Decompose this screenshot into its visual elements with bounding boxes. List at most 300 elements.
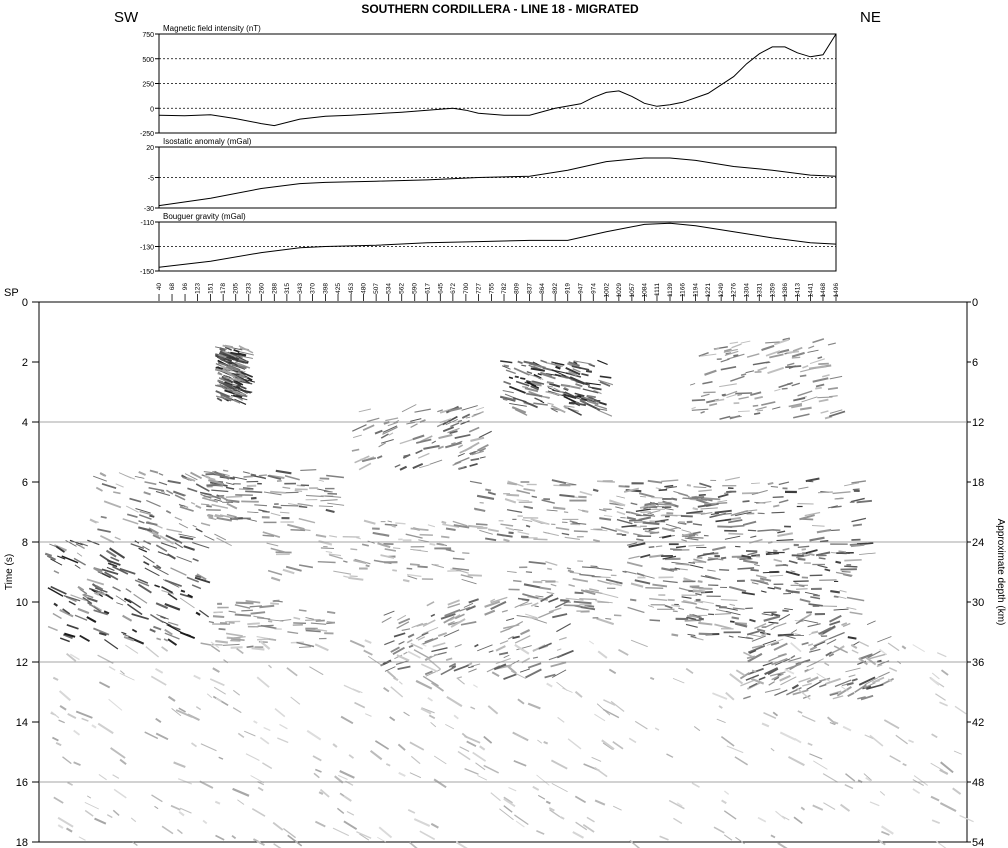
reflector-segment [285,476,300,480]
reflector-segment [552,480,566,483]
reflector-segment [576,384,583,386]
reflector-segment [213,668,220,672]
reflector-segment [591,529,608,530]
reflector-segment [157,638,161,639]
reflector-segment [450,423,459,427]
reflector-segment [629,738,636,742]
reflector-segment [485,611,495,615]
reflector-segment [402,629,410,631]
reflector-segment [570,572,581,573]
reflector-segment [149,488,164,491]
reflector-segment [591,566,598,567]
reflector-segment [626,512,630,513]
sp-tick-label: 1002 [603,283,611,298]
reflector-segment [636,539,643,540]
reflector-segment [365,714,371,717]
reflector-segment [844,560,861,561]
reflector-segment [526,572,532,573]
reflector-segment [80,546,85,549]
reflector-segment [645,588,663,589]
reflector-segment [550,810,560,817]
reflector-segment [341,717,353,724]
reflector-segment [397,615,406,620]
reflector-segment [666,524,681,528]
isostatic-tick-label: -5 [147,175,154,183]
reflector-segment [193,525,197,527]
reflector-segment [579,599,596,600]
reflector-segment [281,505,298,506]
reflector-segment [846,774,855,781]
reflector-segment [580,492,592,495]
reflector-segment [277,738,288,743]
reflector-segment [517,500,529,501]
reflector-segment [931,763,943,770]
reflector-segment [384,611,395,615]
reflector-segment [529,562,546,564]
reflector-segment [765,623,775,627]
sp-tick-label: 370 [309,283,317,294]
reflector-segment [593,490,598,491]
time-tick-label: 18 [15,837,28,848]
reflector-segment [782,388,788,389]
reflector-segment [187,488,197,491]
reflector-segment [180,537,194,540]
reflector-segment [819,558,826,559]
reflector-segment [813,639,829,646]
reflector-segment [720,417,731,420]
reflector-segment [181,591,185,592]
reflector-segment [630,513,641,516]
reflector-segment [173,492,185,496]
reflector-segment [226,496,243,497]
reflector-segment [504,382,511,385]
reflector-segment [196,529,203,532]
reflector-segment [127,514,137,517]
reflector-segment [509,377,513,378]
reflector-segment [665,606,673,609]
reflector-segment [692,400,705,401]
reflector-segment [754,413,760,414]
reflector-segment [613,742,623,749]
reflector-segment [774,623,787,628]
sp-tick-label: 809 [513,283,521,294]
reflector-segment [499,809,513,820]
reflector-segment [773,551,777,552]
reflector-segment [168,481,181,483]
reflector-segment [600,376,612,378]
reflector-segment [229,611,236,612]
reflector-segment [388,521,392,522]
reflector-segment [491,793,501,801]
reflector-segment [442,522,447,523]
reflector-segment [786,590,794,592]
reflector-segment [541,360,547,362]
reflector-segment [429,715,435,718]
reflector-segment [294,618,301,620]
reflector-segment [333,744,337,747]
reflector-segment [273,507,282,508]
sp-tick-label: 1359 [769,283,777,298]
reflector-segment [755,407,766,410]
reflector-segment [717,719,726,723]
reflector-segment [477,496,494,499]
reflector-segment [233,789,249,796]
reflector-segment [717,526,732,527]
reflector-segment [157,615,169,620]
reflector-segment [309,667,323,675]
reflector-segment [859,553,876,555]
reflector-segment [559,638,566,640]
reflector-segment [80,636,90,642]
reflector-segment [810,597,820,599]
reflector-segment [909,740,914,742]
reflector-segment [455,458,470,464]
reflector-segment [384,641,394,645]
reflector-segment [468,575,482,576]
reflector-segment [748,552,758,554]
reflector-segment [695,608,708,610]
reflector-segment [177,556,192,562]
reflector-segment [931,797,939,801]
reflector-segment [514,761,526,766]
reflector-segment [144,541,151,544]
reflector-segment [250,606,262,607]
reflector-segment [311,623,326,624]
reflector-segment [130,499,142,502]
reflector-segment [75,565,80,569]
reflector-segment [454,715,458,718]
reflector-segment [458,752,470,760]
reflector-segment [337,808,343,813]
reflector-segment [111,557,120,561]
reflector-segment [511,660,519,664]
reflector-segment [845,785,853,789]
reflector-segment [649,599,667,601]
reflector-segment [777,540,794,541]
reflector-segment [243,488,253,489]
reflector-segment [669,801,684,809]
sp-tick-label: 974 [590,283,598,294]
reflector-segment [299,506,308,507]
reflector-segment [85,811,93,817]
reflector-segment [751,483,760,484]
reflector-segment [648,481,662,483]
reflector-segment [144,492,151,494]
reflector-segment [201,523,210,525]
reflector-segment [576,692,583,697]
reflector-segment [809,604,823,606]
reflector-segment [631,584,643,587]
reflector-segment [656,488,661,489]
reflector-segment [829,411,845,416]
isostatic-tick-label: -30 [143,206,154,213]
reflector-segment [206,506,212,507]
reflector-segment [139,472,146,475]
reflector-segment [629,556,640,559]
reflector-segment [635,721,647,729]
reflector-segment [549,655,562,659]
reflector-segment [115,537,121,540]
reflector-segment [427,602,434,606]
reflector-segment [792,383,800,386]
reflector-segment [79,837,86,841]
reflector-segment [631,640,648,647]
reflector-segment [587,817,595,822]
reflector-segment [499,653,508,655]
magnetic-title: Magnetic field intensity (nT) [163,24,261,33]
reflector-segment [843,727,851,731]
reflector-segment [353,435,362,438]
reflector-segment [555,601,569,608]
sp-axis [156,283,840,301]
reflector-segment [806,550,818,553]
reflector-segment [299,565,313,567]
reflector-segment [730,342,738,343]
reflector-segment [150,629,156,632]
reflector-segment [790,663,802,670]
reflector-segment [107,567,114,570]
reflector-segment [533,403,547,405]
bouguer-tick-label: -110 [140,220,154,227]
reflector-segment [93,476,107,481]
reflector-segment [315,644,328,650]
sp-tick-label: 1496 [833,283,840,298]
reflector-segment [139,521,145,523]
reflector-segment [714,624,731,628]
reflector-segment [955,706,966,714]
reflector-segment [458,445,463,448]
depth-tick-label: 18 [972,477,985,489]
reflector-segment [161,492,165,493]
reflector-segment [568,571,574,572]
reflector-segment [238,733,244,737]
reflector-segment [715,614,731,615]
reflector-segment [169,697,176,701]
reflector-segment [761,634,766,636]
reflector-segment [456,842,470,848]
reflector-segment [399,682,402,685]
reflector-segment [768,588,775,589]
reflector-segment [730,604,735,605]
magnetic-series-line [159,34,836,126]
reflector-segment [571,386,581,388]
reflector-segment [548,388,554,391]
reflector-segment [420,831,435,839]
reflector-segment [404,652,408,654]
magnetic-tick-label: 0 [150,106,154,114]
reflector-segment [315,770,321,773]
reflector-segment [672,634,679,635]
reflector-segment [816,385,824,387]
reflector-segment [347,812,354,816]
reflector-segment [168,554,176,559]
reflector-segment [747,631,760,635]
reflector-segment [524,489,536,491]
reflector-segment [771,835,775,837]
reflector-segment [574,602,592,604]
reflector-segment [126,589,131,593]
reflector-segment [102,569,118,574]
reflector-segment [179,812,184,816]
reflector-segment [476,524,488,525]
reflector-segment [693,591,705,592]
reflector-segment [77,553,82,557]
reflector-segment [834,609,849,610]
reflector-segment [109,699,122,710]
reflector-segment [403,580,409,581]
reflector-segment [350,549,357,550]
reflector-segment [326,552,332,553]
reflector-segment [68,783,73,786]
reflector-segment [791,630,797,634]
isostatic-title: Isostatic anomaly (mGal) [163,137,252,146]
reflector-segment [597,360,607,364]
reflector-segment [686,624,698,627]
reflector-segment [819,685,826,687]
reflector-segment [133,842,138,845]
reflector-segment [830,376,842,379]
reflector-segment [158,552,168,556]
reflector-segment [416,681,432,689]
time-tick-label: 12 [15,657,28,669]
reflector-segment [733,608,745,609]
reflector-segment [146,647,159,657]
depth-tick-label: 54 [972,837,985,848]
reflector-segment [231,639,245,640]
reflector-segment [433,643,446,647]
reflector-segment [686,669,693,674]
reflector-segment [151,676,166,685]
reflector-segment [286,567,302,571]
reflector-segment [387,671,395,678]
reflector-segment [780,677,796,685]
reflector-segment [810,647,817,650]
reflector-segment [215,612,219,613]
reflector-segment [69,601,76,605]
reflector-segment [640,555,650,558]
reflector-segment [171,806,180,810]
reflector-segment [504,655,510,658]
reflector-segment [774,644,787,651]
reflector-segment [531,519,547,524]
reflector-segment [408,576,418,579]
reflector-segment [722,800,727,803]
reflector-segment [219,629,226,630]
reflector-segment [828,388,838,389]
reflector-segment [179,523,188,528]
reflector-segment [802,366,808,368]
reflector-segment [431,614,435,616]
reflector-segment [201,504,209,505]
reflector-segment [476,407,484,410]
reflector-segment [853,525,862,526]
reflector-segment [152,795,163,802]
reflector-segment [627,518,636,520]
reflector-segment [399,773,406,776]
reflector-segment [386,764,390,766]
reflector-segment [569,585,575,587]
reflector-segment [168,639,177,645]
reflector-segment [466,417,470,418]
reflector-segment [306,631,321,632]
reflector-segment [521,630,530,634]
reflector-segment [694,726,700,730]
reflector-segment [634,522,646,523]
reflector-segment [724,835,732,840]
reflector-segment [226,483,234,485]
reflector-segment [937,653,946,657]
reflector-segment [434,779,446,787]
sp-tick-label: 1413 [794,283,802,298]
reflector-segment [344,685,360,692]
reflector-segment [480,746,485,750]
magnetic-tick-label: 750 [142,32,154,39]
reflector-segment [768,483,774,484]
reflector-segment [382,427,397,434]
reflector-segment [432,441,436,443]
reflector-segment [812,632,818,633]
reflector-segment [829,633,844,639]
reflector-segment [434,756,446,764]
reflector-segment [749,620,755,622]
reflector-segment [857,501,872,503]
reflector-segment [533,539,547,540]
reflector-segment [729,587,746,591]
reflector-segment [178,779,192,784]
reflector-segment [728,534,743,535]
reflector-segment [515,377,519,378]
reflector-segment [247,512,258,513]
reflector-segment [500,641,508,644]
reflector-segment [613,806,621,810]
reflector-segment [507,571,517,572]
reflector-segment [575,593,584,594]
reflector-segment [725,477,740,480]
reflector-segment [411,529,429,531]
reflector-segment [559,495,574,497]
reflector-segment [192,743,197,747]
reflector-segment [774,587,781,589]
reflector-segment [244,476,253,477]
reflector-segment [669,528,678,530]
reflector-segment [513,581,521,582]
reflector-segment [913,780,924,786]
reflector-segment [477,645,492,651]
time-axis [16,297,39,848]
reflector-segment [565,537,580,539]
reflector-segment [743,561,758,564]
reflector-segment [932,673,939,679]
reflector-segment [840,646,844,648]
reflector-segment [300,470,316,471]
reflector-segment [156,545,167,551]
reflector-segment [774,389,780,391]
depth-tick-label: 6 [972,357,979,369]
reflector-segment [808,644,813,646]
figure-title: SOUTHERN CORDILLERA - LINE 18 - MIGRATED [361,2,639,16]
reflector-segment [699,634,713,635]
reflector-segment [751,570,759,571]
reflector-segment [430,544,436,545]
reflector-segment [552,614,567,617]
reflector-segment [721,367,736,370]
time-gridlines [39,422,967,782]
reflector-segment [758,367,767,370]
reflector-segment [667,754,674,757]
reflector-segment [741,341,750,343]
reflector-segment [320,500,337,501]
reflector-segment [792,357,800,358]
